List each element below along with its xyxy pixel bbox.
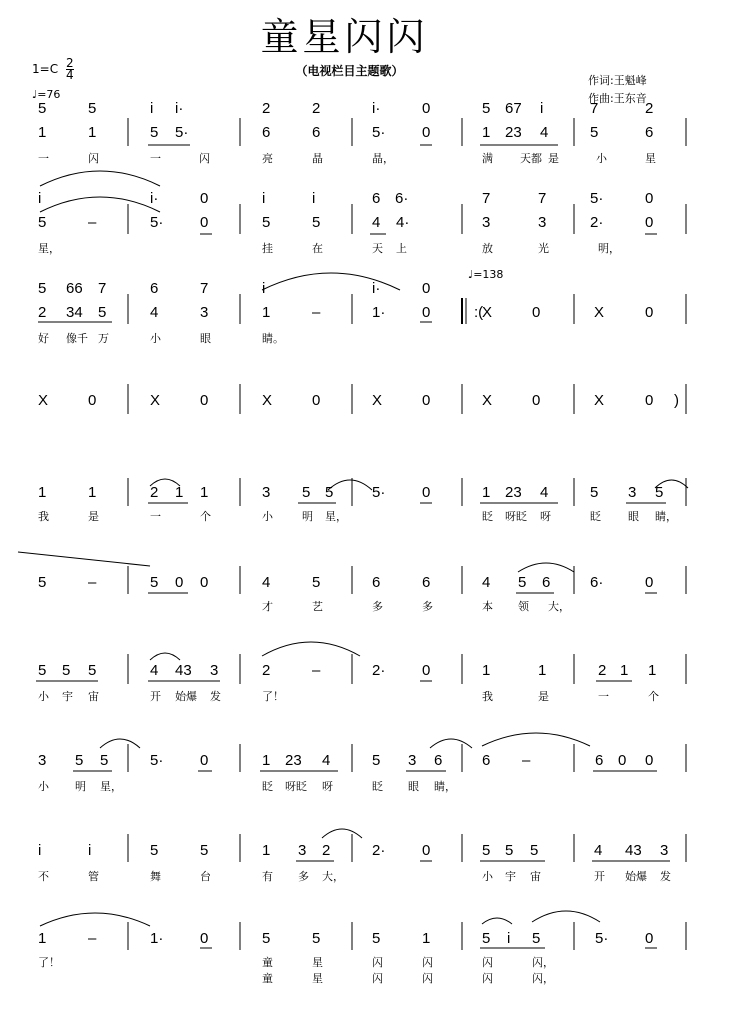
lyric: 好 [38, 332, 49, 345]
lyric: 始爆 [625, 870, 647, 883]
note: i· [175, 100, 184, 117]
tie-arc [328, 480, 372, 490]
note: 3 [262, 484, 271, 501]
lyric: 我 [38, 510, 49, 523]
note: i· [372, 280, 381, 297]
note: 5 [38, 574, 47, 591]
note: 6 [542, 574, 551, 591]
note: 0 [645, 304, 654, 321]
note: 3 [538, 214, 547, 231]
note: i [262, 190, 266, 207]
lyric: 本 [482, 600, 493, 613]
note: i [38, 842, 42, 859]
note: 0 [200, 190, 209, 207]
note: 5 [262, 214, 271, 231]
note: 6 [372, 574, 381, 591]
note: 5 [482, 930, 491, 947]
note: 23 [505, 124, 522, 141]
tie-arc [100, 739, 140, 748]
note: – [88, 214, 97, 231]
note: 3 [200, 304, 209, 321]
tie-arc [262, 642, 360, 656]
note: 1 [422, 930, 431, 947]
lyric: 开 [594, 870, 605, 883]
repeat-sign: :( [474, 304, 484, 321]
note: 1 [175, 484, 184, 501]
note: 5 [98, 304, 107, 321]
note: 5 [88, 662, 97, 679]
note: 5· [590, 190, 604, 207]
lyric: 呀 [322, 780, 333, 793]
note: i· [150, 190, 159, 207]
lyric: 满 [482, 152, 493, 165]
note: i· [372, 100, 381, 117]
note: 6· [590, 574, 604, 591]
lyric: 像千 [66, 332, 88, 345]
note: 1· [150, 930, 164, 947]
lyric: 童 [262, 956, 273, 969]
note: 5 [312, 930, 321, 947]
note: 3 [660, 842, 669, 859]
note: 1 [538, 662, 547, 679]
note: 3 [482, 214, 491, 231]
note: 5 [372, 752, 381, 769]
note: 5 [302, 484, 311, 501]
note: 5 [590, 124, 599, 141]
quarter-note-icon: ♩ [32, 88, 38, 101]
lyricist-credit: 作词:王魁峰 [588, 74, 647, 87]
note: 5 [38, 662, 47, 679]
note: 2 [150, 484, 159, 501]
lyric: 眼 [200, 332, 211, 345]
note: i [507, 930, 511, 947]
note: 6 [645, 124, 654, 141]
note: – [88, 574, 97, 591]
note: 1 [648, 662, 657, 679]
tempo-value: =138 [473, 268, 504, 281]
lyric: 眨 [262, 780, 273, 793]
lyric: 有 [262, 870, 273, 883]
lyric: 多 [298, 870, 309, 883]
note: 4 [482, 574, 491, 591]
note: X [482, 392, 493, 409]
note: 6 [595, 752, 604, 769]
lyric: 童 [262, 972, 273, 985]
lyric: 晶 [312, 152, 323, 165]
lyric: 上 [396, 242, 407, 255]
note: 0 [422, 124, 431, 141]
note: 0 [312, 392, 321, 409]
note: 5· [150, 752, 164, 769]
lyric: 大， [322, 870, 344, 883]
lyric: 星， [38, 242, 60, 255]
lyric: 小 [150, 332, 161, 345]
note: 5 [532, 930, 541, 947]
lyric: 是 [548, 152, 559, 165]
note: 5 [150, 842, 159, 859]
lyric: 发 [660, 870, 671, 883]
lyric: 闪 [482, 972, 493, 985]
note: 5 [518, 574, 527, 591]
note: 0 [422, 304, 431, 321]
note: 3 [210, 662, 219, 679]
note: 5 [590, 484, 599, 501]
lyric: 呀 [540, 510, 551, 523]
note: 0 [422, 842, 431, 859]
lyric: 了！ [262, 690, 284, 703]
note: 5 [482, 842, 491, 859]
lyric: 才 [262, 600, 273, 613]
lyric: 宇 [505, 870, 516, 883]
note: 1 [88, 124, 97, 141]
note: 6 [372, 190, 381, 207]
note: 0 [422, 280, 431, 297]
note: 2· [372, 662, 386, 679]
lyric: 眨 [482, 510, 493, 523]
note: 5 [312, 574, 321, 591]
note: 0 [645, 190, 654, 207]
lyric: 个 [648, 690, 659, 703]
lyric: 闪， [532, 956, 554, 969]
note: 0 [532, 304, 541, 321]
lyric: 闪 [199, 152, 210, 165]
lyric: 呀眨 [505, 510, 527, 523]
note: 3 [298, 842, 307, 859]
tie-arc [40, 913, 150, 926]
note: – [312, 304, 321, 321]
lyric: 星 [312, 972, 323, 985]
note: 23 [285, 752, 302, 769]
lyric: 天都 [520, 152, 542, 165]
note: i [88, 842, 92, 859]
note: 34 [66, 304, 83, 321]
note: 4 [150, 304, 159, 321]
note: 7 [482, 190, 491, 207]
lyric: 一 [38, 152, 49, 165]
lyric: 个 [200, 510, 211, 523]
note: 2 [312, 100, 321, 117]
note: 7 [538, 190, 547, 207]
tie-arc [430, 739, 472, 748]
note: 5 [372, 930, 381, 947]
lyric: 台 [200, 870, 211, 883]
tie-arc [518, 563, 574, 572]
lyric: 闪， [532, 972, 554, 985]
lyric: 眨 [372, 780, 383, 793]
note: 6 [434, 752, 443, 769]
lyric: 睛， [655, 510, 677, 523]
note: 4 [322, 752, 331, 769]
note: 5· [372, 124, 386, 141]
lyric: 眼 [408, 780, 419, 793]
note: 4 [150, 662, 159, 679]
note: 5 [38, 280, 47, 297]
note: 3 [408, 752, 417, 769]
note: 1· [372, 304, 386, 321]
lyric: 了！ [38, 956, 60, 969]
note: 1 [482, 484, 491, 501]
note: X [150, 392, 161, 409]
quarter-note-icon: ♩ [468, 268, 474, 281]
lyric: 一 [150, 510, 161, 523]
note: 6 [150, 280, 159, 297]
lyric: 眼 [628, 510, 639, 523]
lyric: 一 [598, 690, 609, 703]
note: 6 [422, 574, 431, 591]
note: X [372, 392, 383, 409]
note: 1 [262, 304, 271, 321]
tie-arc [150, 653, 180, 660]
lyric: 挂 [262, 242, 273, 255]
note: 7 [590, 100, 599, 117]
note: 4· [396, 214, 410, 231]
note: 0 [422, 392, 431, 409]
note: 1 [262, 842, 271, 859]
note: 5· [372, 484, 386, 501]
note: 4 [262, 574, 271, 591]
note: 0 [200, 574, 209, 591]
note: 2· [372, 842, 386, 859]
note: 7 [98, 280, 107, 297]
note: 23 [505, 484, 522, 501]
note: 5 [655, 484, 664, 501]
lyric: 明 [75, 780, 86, 793]
note: 0 [200, 392, 209, 409]
lyric: 星 [645, 152, 656, 165]
note: 2 [262, 100, 271, 117]
tie-arc [482, 918, 512, 924]
note: 5 [530, 842, 539, 859]
note: 4 [540, 124, 549, 141]
note: 5 [62, 662, 71, 679]
note: 5 [38, 100, 47, 117]
lyric: 闪 [372, 956, 383, 969]
lyric: 宙 [530, 870, 541, 883]
note: i [540, 100, 544, 117]
lyric: 晶， [372, 152, 394, 165]
lyric: 大， [548, 600, 570, 613]
lyric: 闪 [372, 972, 383, 985]
note: i [262, 280, 266, 297]
note: 0 [618, 752, 627, 769]
note: 5 [100, 752, 109, 769]
lyric: 艺 [312, 600, 323, 613]
note: i [312, 190, 316, 207]
bracket: ) [674, 392, 679, 409]
note: 1 [38, 484, 47, 501]
composer-credit: 作曲:王东音 [588, 92, 647, 105]
note: i [150, 100, 154, 117]
lyric: 小 [262, 510, 273, 523]
lyric: 万 [98, 332, 109, 345]
note: 1 [482, 124, 491, 141]
lyric: 是 [88, 510, 99, 523]
note: 0 [422, 662, 431, 679]
lyric: 闪 [482, 956, 493, 969]
lyric: 小 [38, 780, 49, 793]
note: 5 [325, 484, 334, 501]
note: 5 [200, 842, 209, 859]
note: 0 [422, 484, 431, 501]
note: 0 [645, 392, 654, 409]
note: 2 [262, 662, 271, 679]
note: 6 [482, 752, 491, 769]
note: 66 [66, 280, 83, 297]
note: 2 [598, 662, 607, 679]
note: 0 [175, 574, 184, 591]
lyric: 闪 [88, 152, 99, 165]
note: 3 [628, 484, 637, 501]
lyric: 星 [312, 956, 323, 969]
lyric: 小 [38, 690, 49, 703]
note: X [594, 304, 605, 321]
note: 4 [540, 484, 549, 501]
note: 5 [312, 214, 321, 231]
note: 5· [150, 214, 164, 231]
note: i [38, 190, 42, 207]
note: 0 [200, 752, 209, 769]
note: 2 [38, 304, 47, 321]
note: 1 [38, 124, 47, 141]
time-signature-bottom: 4 [66, 68, 74, 82]
tie-arc [40, 171, 160, 186]
note: 67 [505, 100, 522, 117]
note: 0 [200, 930, 209, 947]
note: 5 [88, 100, 97, 117]
note: 0 [645, 930, 654, 947]
note: 0 [645, 214, 654, 231]
lyric: 明， [598, 242, 620, 255]
note: – [522, 752, 531, 769]
lyric: 天 [372, 242, 383, 255]
note: 1 [200, 484, 209, 501]
note: 4 [372, 214, 381, 231]
lyric: 放 [482, 242, 493, 255]
note: 4 [594, 842, 603, 859]
note: 0 [645, 574, 654, 591]
lyric: 不 [38, 870, 49, 883]
tie-arc [532, 911, 600, 922]
lyric: 宇 [62, 690, 73, 703]
lyric: 小 [596, 152, 607, 165]
note: 2· [590, 214, 604, 231]
lyric: 领 [518, 600, 529, 613]
lyric: 我 [482, 690, 493, 703]
lyric: 睛。 [262, 332, 284, 345]
note: 5 [150, 574, 159, 591]
note: 0 [422, 100, 431, 117]
note: 6· [395, 190, 409, 207]
note: 2 [645, 100, 654, 117]
note: 1 [620, 662, 629, 679]
note: 5 [262, 930, 271, 947]
lyric: 闪 [422, 956, 433, 969]
note: 0 [645, 752, 654, 769]
song-subtitle: （电视栏目主题歌） [295, 64, 404, 78]
lyric: 管 [88, 870, 99, 883]
lyric: 多 [422, 600, 433, 613]
lyric: 是 [538, 690, 549, 703]
note: X [482, 304, 493, 321]
note: X [38, 392, 49, 409]
note: 0 [88, 392, 97, 409]
lyric: 闪 [422, 972, 433, 985]
note: 5 [150, 124, 159, 141]
note: 0 [200, 214, 209, 231]
note: 0 [532, 392, 541, 409]
note: 6 [262, 124, 271, 141]
lyric: 明 [302, 510, 313, 523]
note: 43 [175, 662, 192, 679]
lyric: 小 [482, 870, 493, 883]
note: 1 [262, 752, 271, 769]
lyric: 光 [538, 242, 549, 255]
lyric: 多 [372, 600, 383, 613]
lyric: 呀眨 [285, 780, 307, 793]
lyric: 舞 [150, 870, 161, 883]
note: 5 [38, 214, 47, 231]
note: 1 [38, 930, 47, 947]
note: 43 [625, 842, 642, 859]
note: 5 [482, 100, 491, 117]
lyric: 眨 [590, 510, 601, 523]
lyric: 星， [325, 510, 347, 523]
tie-arc [40, 197, 160, 212]
note: 1 [482, 662, 491, 679]
note: 3 [38, 752, 47, 769]
lyric: 星， [100, 780, 122, 793]
lyric: 亮 [262, 152, 273, 165]
tie-line [18, 552, 150, 566]
tempo-value: =76 [37, 88, 61, 101]
lyric: 开 [150, 690, 161, 703]
note: X [594, 392, 605, 409]
note: – [312, 662, 321, 679]
song-title: 童星闪闪 [260, 15, 429, 59]
note: 5· [175, 124, 189, 141]
lyric: 发 [210, 690, 221, 703]
time-signature-top: 2 [66, 56, 74, 70]
note: 5 [75, 752, 84, 769]
lyric: 睛， [434, 780, 456, 793]
tie-arc [322, 829, 362, 838]
note: 5 [505, 842, 514, 859]
note: 6 [312, 124, 321, 141]
lyric: 宙 [88, 690, 99, 703]
note: 7 [200, 280, 209, 297]
note: 2 [322, 842, 331, 859]
lyric: 始爆 [175, 690, 197, 703]
note: X [262, 392, 273, 409]
note: 5· [595, 930, 609, 947]
note: – [88, 930, 97, 947]
lyric: 一 [150, 152, 161, 165]
note: 1 [88, 484, 97, 501]
lyric: 在 [312, 242, 323, 255]
key-signature: 1=C [32, 62, 59, 76]
